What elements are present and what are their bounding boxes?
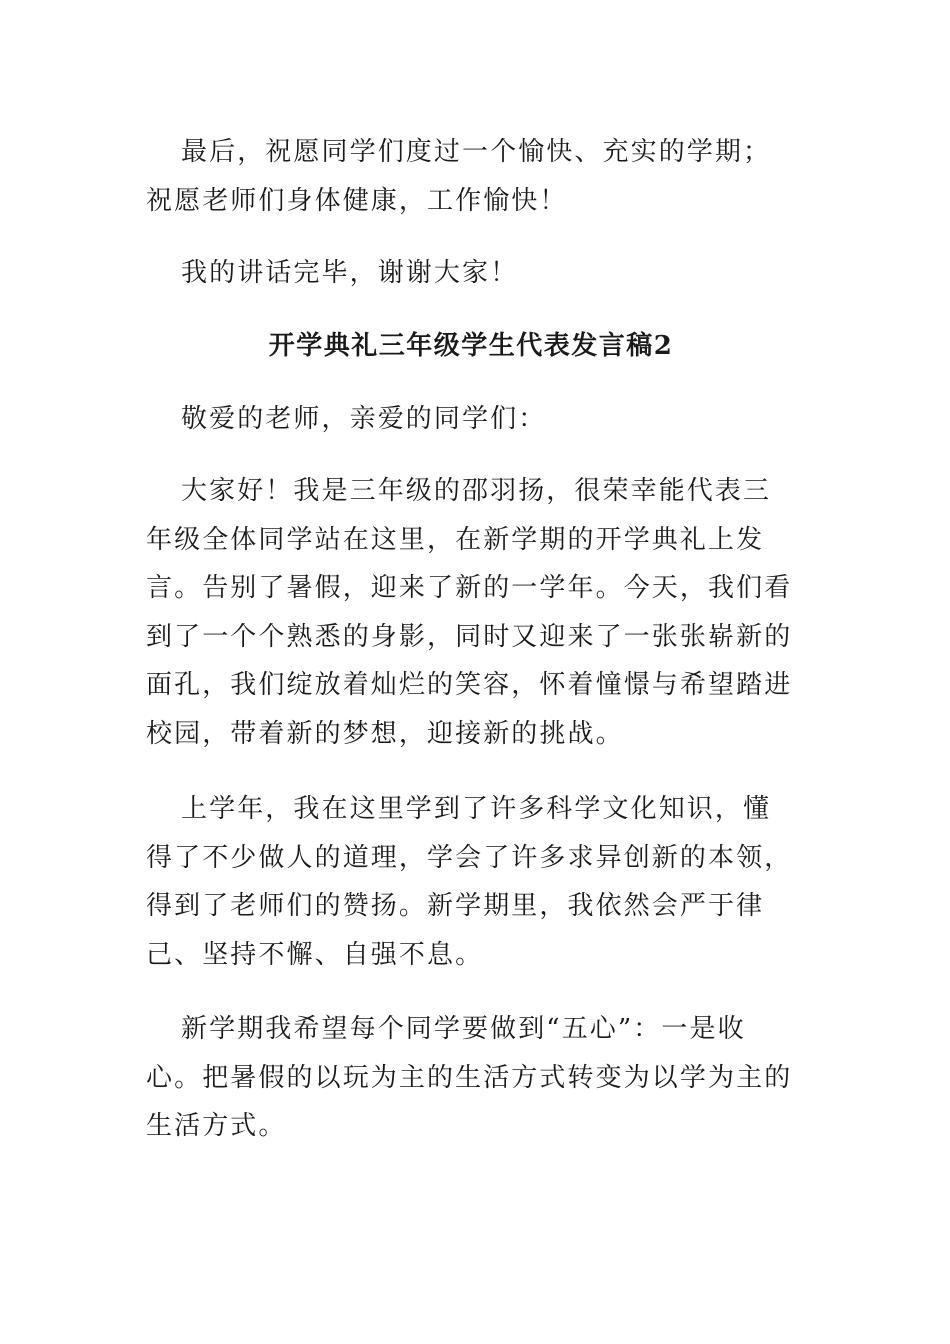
five-hearts-paragraph: 新学期我希望每个同学要做到“五心”：一是收心。把暑假的以玩为主的生活方式转变为以学为主的生活方式。 <box>146 1014 793 1141</box>
speech-title: 开学典礼三年级学生代表发言稿2 <box>268 331 674 361</box>
greeting-paragraph: 大家好！我是三年级的邵羽扬，很荣幸能代表三年级全体同学站在这里，在新学期的开学典礼上发言。告别了暑假，迎来了新的一学年。今天，我们看到了一个个熟悉的身影，同时又迎来了一张张崭新的面孔，我们绽放着灿烂的笑容，怀着憧憬与希望踏进校园，带着新的梦想，迎接新的挑战。 <box>146 476 793 749</box>
closing-wishes-paragraph: 最后，祝愿同学们度过一个愉快、充实的学期；祝愿老师们身体健康，工作愉快！ <box>146 137 772 216</box>
closing-thanks-paragraph: 我的讲话完毕，谢谢大家！ <box>181 258 519 288</box>
last-year-paragraph: 上学年，我在这里学到了许多科学文化知识，懂得了不少做人的道理，学会了许多求异创新的本领，得到了老师们的赞扬。新学期里，我依然会严于律己、坚持不懈、自强不息。 <box>146 794 793 970</box>
salutation-paragraph: 敬爱的老师，亲爱的同学们： <box>181 404 547 434</box>
